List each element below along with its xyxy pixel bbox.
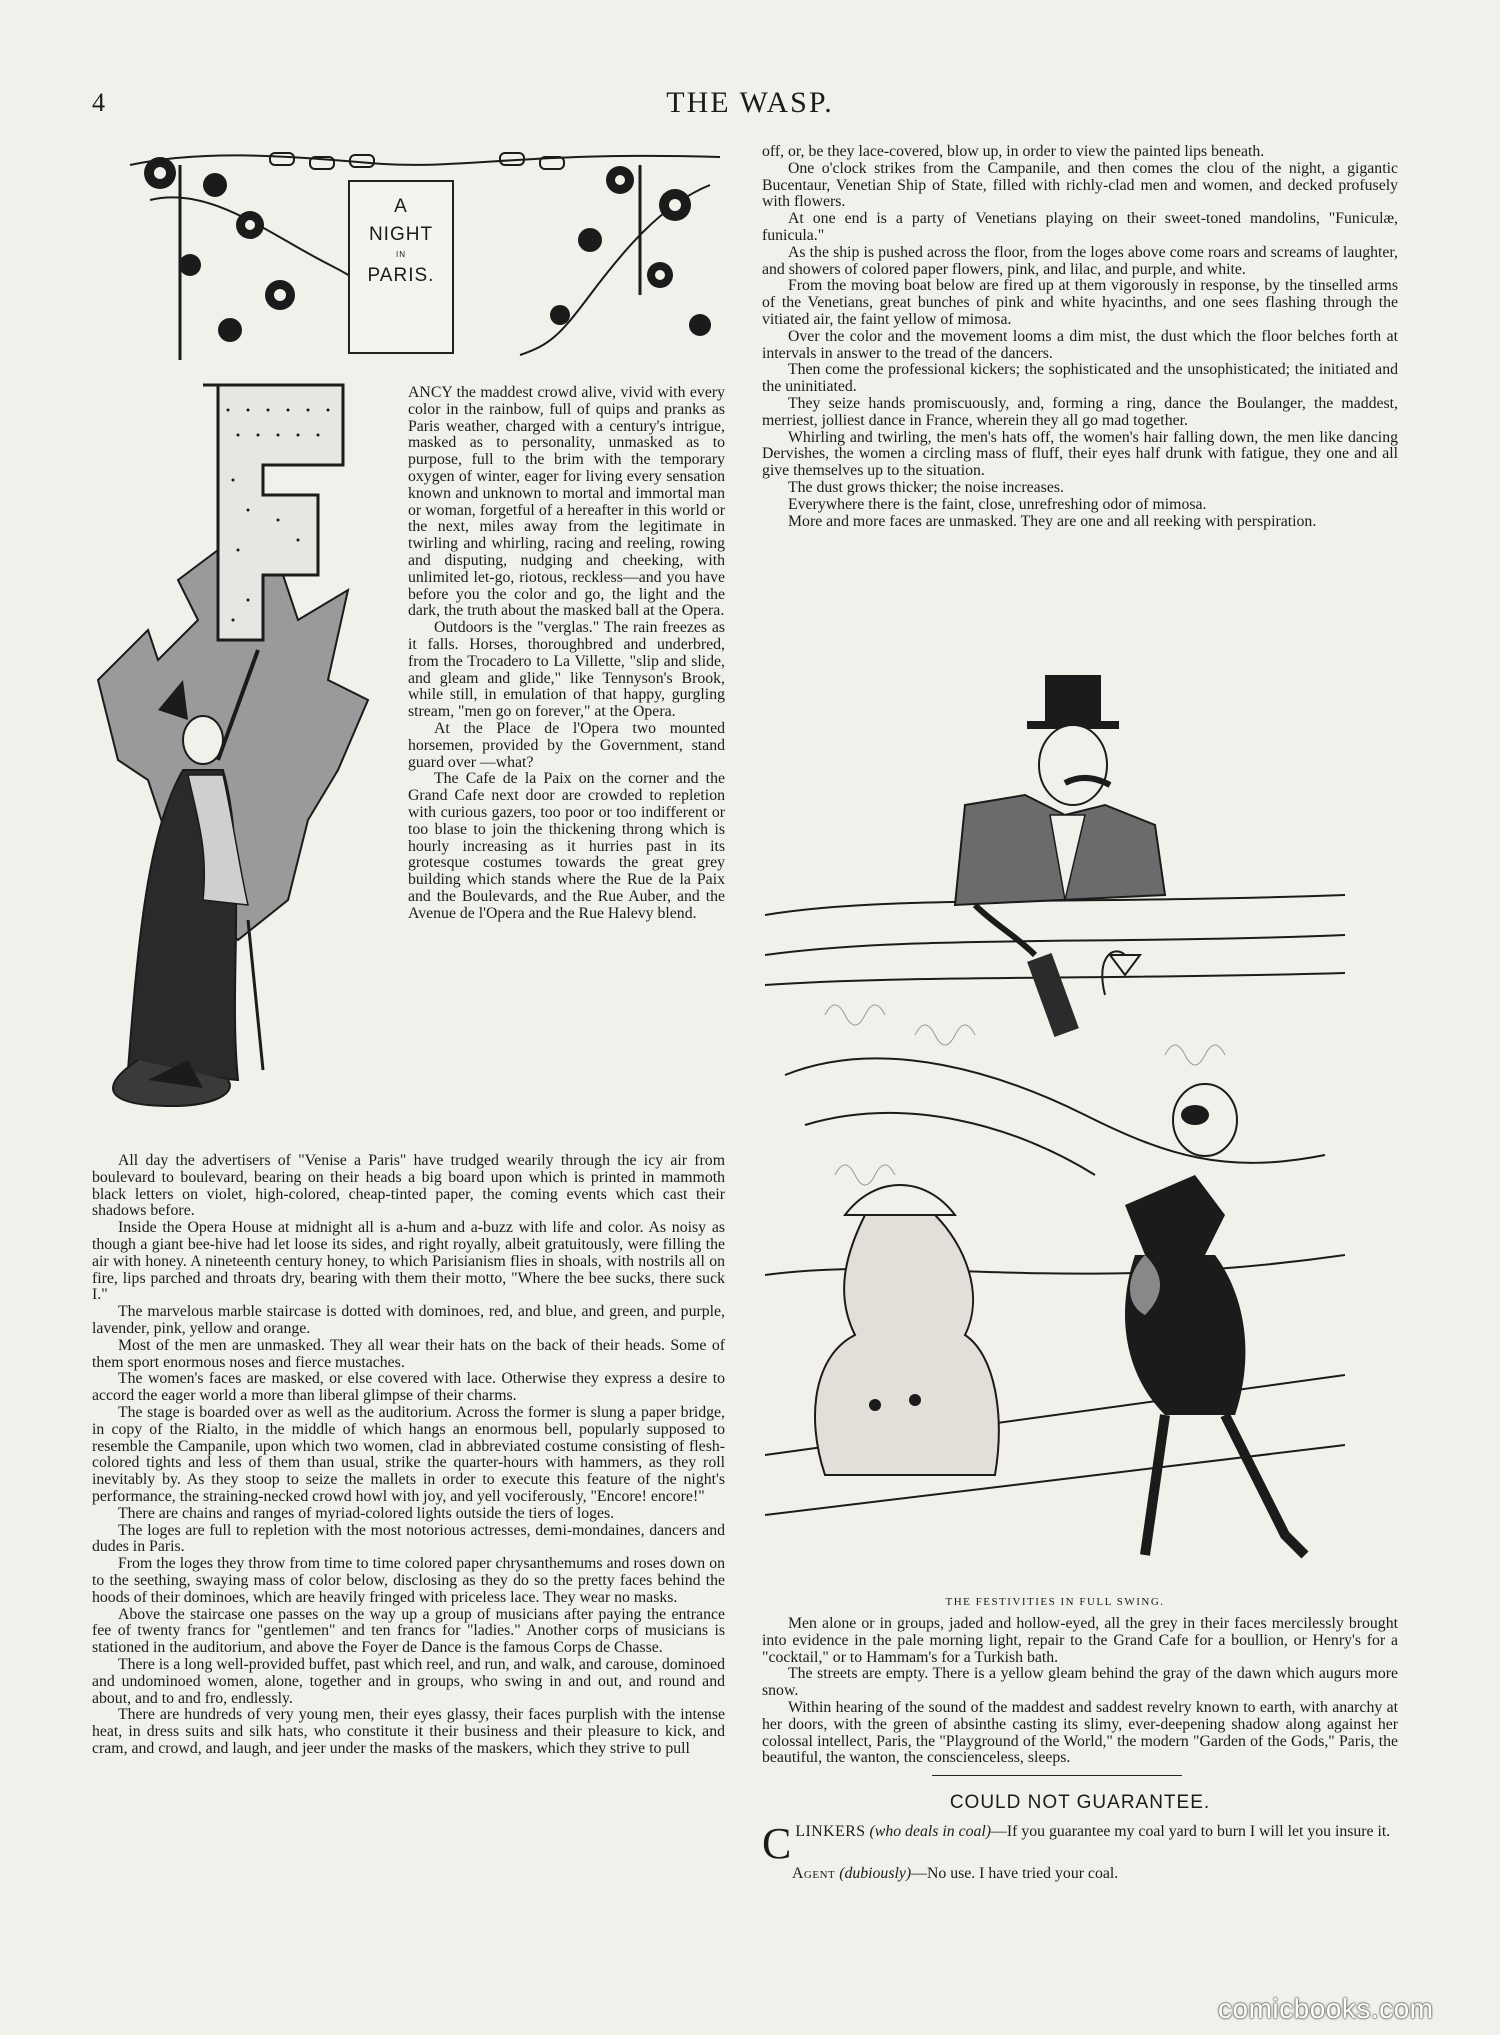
masked-woman-illustration <box>88 380 406 1115</box>
paragraph: Then come the professional kickers; the sophisticated and the unsophisticated; the initiated and the uninitiated. <box>762 361 1398 396</box>
title-line-a: A <box>394 196 408 217</box>
paragraph: One o'clock strikes from the Campanile, and then comes the clou of the night, a gigantic Bucentaur, Venetian Ship of State, filled with richly-clad men and women, and decked profusely with flowers. <box>762 159 1398 211</box>
page-number: 4 <box>92 88 105 117</box>
article-column-right-top <box>762 144 1398 530</box>
paragraph: At the Place de l'Opera two mounted horsemen, provided by the Government, stand guard over —what? <box>408 719 725 771</box>
paragraph: Everywhere there is the faint, close, unrefreshing odor of mimosa. <box>788 495 1207 513</box>
paragraph: ANCY the maddest crowd alive, vivid with every color in the rainbow, full of quips and pranks as Paris weather, charged with a century's intrigue, masked as to personality, unmasked as to purpose, full to the brim with the temporary oxygen of winter, eager for living every sensation known and unknown to mortal and immortal man or woman, forgetful of a hereafter in this world or the next, miles away from the legitimate in twirling and whirling, racing and reeling, rowing and disputing, nudging and cheeking, with unlimited let-go, riotous, reckless—and you have before you the color and go, the light and the dark, the truth about the masked ball at the Opera. <box>408 384 725 620</box>
title-line-paris: PARIS. <box>367 265 435 286</box>
paragraph: From the moving boat below are fired up at them vigorously in response, by the tinselled arms of the Venetians, great bunches of pink and white hyacinths, and one sees flashing through the vitiated air, the faint yellow of mimosa. <box>762 277 1398 328</box>
paragraph: They seize hands promiscuously, and, forming a ring, dance the Boulanger, the maddest, merriest, jolliest dance in France, wherein they all go mad together. <box>762 394 1398 429</box>
paragraph: Most of the men are unmasked. They all wear their hats on the back of their heads. Some of them sport enormous noses and fierce mustaches. <box>92 1336 725 1371</box>
could-not-guarantee-text <box>762 1819 1398 1884</box>
illustration-caption: THE FESTIVITIES IN FULL SWING. <box>945 1596 1165 1608</box>
paragraph: There are hundreds of very young men, their eyes glassy, their faces purplish with the intense heat, in dress suits and silk hats, who constitute it their business and their pleasure to kick, and cram, and crowd, and laugh, and jeer under the masks of the maskers, which they strive to pull <box>92 1706 725 1757</box>
article-column-right-bottom <box>762 1616 1398 1767</box>
speaker-agent: Agent <box>792 1865 836 1882</box>
paragraph: More and more faces are unmasked. They are one and all reeking with perspiration. <box>788 512 1317 530</box>
dialogue-line-1 <box>762 1819 1398 1868</box>
section-divider <box>932 1775 1182 1776</box>
paragraph: Men alone or in groups, jaded and hollow-eyed, all the grey in their faces mercilessly brought into evidence in the pale morning light, repair to the Grand Cafe for a boullion, or Henry's for a "cocktail," or to Hammam's for a Turkish bath. <box>762 1615 1398 1666</box>
paragraph: off, or, be they lace-covered, blow up, in order to view the painted lips beneath. <box>762 143 1265 160</box>
article-column-left-bottom <box>92 1153 725 1758</box>
speaker-note: (who deals in coal) <box>869 1823 992 1840</box>
article-column-left-top <box>408 385 725 923</box>
paragraph: The Cafe de la Paix on the corner and the Grand Cafe next door are crowded to repletion with curious gazers, too poor or too indifferent or too blase to join the thickening throng which is hourly increasing as it hurries past in its grotesque costumes towards the great grey building which stands where the Rue de la Paix and the Boulevards, and the Rue Auber, and the Avenue de l'Opera and the Rue Halevy blend. <box>408 770 725 922</box>
paragraph: Inside the Opera House at midnight all is a-hum and a-buzz with life and color. As noisy as though a giant bee-hive had let loose its sides, and right royally, albeit gratuitously, were filling the air with honey. A nineteenth century honey, to which Parisianism flies in shoals, with nostrils all on fire, lips parched and throats dry, bearing with them their motto, "Where the bee sucks, there suck I." <box>92 1219 725 1304</box>
dialogue-line-2 <box>762 1864 1398 1884</box>
paragraph: At one end is a party of Venetians playing on their sweet-toned mandolins, "Funiculæ, funicula." <box>762 210 1398 244</box>
paragraph: The marvelous marble staircase is dotted with dominoes, red, and blue, and green, and purple, lavender, pink, yellow and orange. <box>92 1303 725 1337</box>
paragraph: Within hearing of the sound of the maddest and saddest revelry known to earth, with anarchy at her doors, with the green of absinthe casting its slimy, ever-deepening shadow along against her colossal intellect, Paris, the "Playground of the World," the modern "Garden of the Gods," Paris, the beautiful, the wanton, the conscienceless, sleeps. <box>762 1698 1398 1767</box>
paragraph: The women's faces are masked, or else covered with lace. Otherwise they express a desire to accord the eager world a more than liberal glimpse of their charms. <box>92 1370 725 1405</box>
paragraph: The stage is boarded over as well as the auditorium. Across the former is slung a paper bridge, in copy of the Rialto, in the middle of which hangs an enormous bell, popularly supposed to resemble the Campanile, upon which two women, clad in abbreviated costume consisting of flesh-colored tights and less of them than usual, strike the quarter-hours with hammers, as they roll inevitably by. As they stoop to seize the mallets in order to execute this feature of the night's performance, the straining-necked crowd howl with joy, and yell vociferously, "Encore! encore!" <box>92 1403 725 1505</box>
paragraph: All day the advertisers of "Venise a Paris" have trudged wearily through the icy air from boulevard to boulevard, bearing on their heads a big board upon which is printed in mammoth black letters on violet, high-colored, cheap-tinted paper, the coming events which cast their shadows before. <box>92 1152 725 1220</box>
speaker-note: (dubiously) <box>839 1865 912 1882</box>
title-box <box>348 180 454 354</box>
title-line-night: NIGHT <box>368 224 434 245</box>
paragraph: There are chains and ranges of myriad-colored lights outside the tiers of loges. <box>118 1504 615 1522</box>
paragraph: From the loges they throw from time to time colored paper chrysanthemums and roses down on to the seething, swaying mass of color below, disclosing as they do so the pretty faces behind the hoods of their dominoes, which are heavily fringed with priceless lace. They wear no masks. <box>92 1555 725 1606</box>
paragraph: The loges are full to repletion with the most notorious actresses, demi-mondaines, dancers and dudes in Paris. <box>92 1521 725 1556</box>
speaker-clinkers: LINKERS <box>795 1823 866 1840</box>
watermark: comicbooks.com <box>1218 1993 1434 2024</box>
title-line-in: IN <box>396 250 406 259</box>
dialogue-text-1: —If you guarantee my coal yard to burn I will let you insure it. <box>991 1823 1391 1840</box>
paragraph: There is a long well-provided buffet, past which reel, and run, and walk, and carouse, dominoed and undominoed women, alone, together and in groups, who swing in and out, and round and about, and to and fro, endlessly. <box>92 1655 725 1707</box>
page-header <box>0 0 1500 130</box>
paragraph: As the ship is pushed across the floor, from the loges above come roars and screams of laughter, and showers of colored paper flowers, pink, and lilac, and purple, and white. <box>762 243 1398 278</box>
paragraph: Above the staircase one passes on the way up a group of musicians after paying the entrance fee of twenty francs for "gentlemen" and ten francs for "ladies." Another corps of musicians is stationed in the auditorium, and above the Foyer de Dance is the famous Corps de Chasse. <box>92 1605 725 1657</box>
masthead: THE WASP. <box>666 86 834 119</box>
festivities-illustration <box>765 655 1345 1600</box>
could-not-guarantee-heading: COULD NOT GUARANTEE. <box>949 1792 1211 1813</box>
paragraph: Outdoors is the "verglas." The rain freezes as it falls. Horses, thoroughbred and underbred, from the Trocadero to La Villette, "slip and slide, and gleam and glide," like Tennyson's Brook, while still, in emulation of that happy, gurgling stream, "men go on forever," at the Opera. <box>408 619 725 721</box>
drop-cap: C <box>762 1819 792 1868</box>
paragraph: Over the color and the movement looms a dim mist, the dust which the floor belches forth at intervals in answer to the tread of the dancers. <box>762 327 1398 362</box>
paragraph: The dust grows thicker; the noise increases. <box>788 478 1064 496</box>
paragraph: Whirling and twirling, the men's hats off, the women's hair falling down, the men like dancing Dervishes, the women a circling mass of fluff, their eyes half drunk with fatigue, they one and all give themselves up to the situation. <box>762 428 1398 480</box>
dialogue-text-2: —No use. I have tried your coal. <box>911 1865 1119 1882</box>
paragraph: The streets are empty. There is a yellow gleam behind the gray of the dawn which augurs more snow. <box>762 1665 1398 1700</box>
